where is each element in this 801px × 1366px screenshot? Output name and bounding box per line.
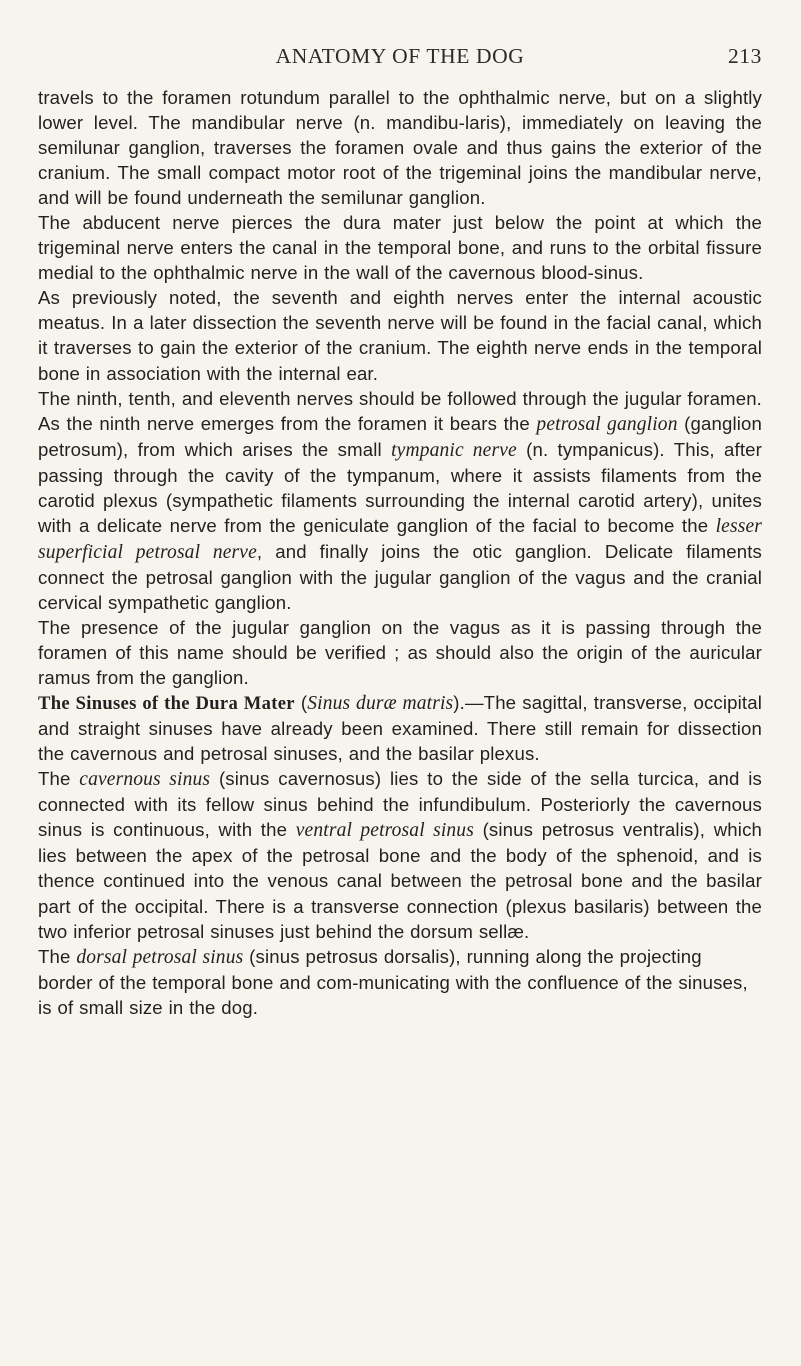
term-dorsal-petrosal-sinus: dorsal petrosal sinus [76,946,244,968]
running-head [38,44,762,78]
paragraph-cavernous-sinus [38,766,762,943]
paragraph-text: (ganglion petrosum), from which arises the small [38,412,762,460]
term-tympanic-nerve: tympanic nerve [391,439,517,461]
paragraph-text: The [38,768,80,790]
running-title: ANATOMY OF THE DOG [275,44,525,68]
paragraph-text: ).—The sagittal, transverse, occipital and straight sinuses have already been examined. There still remain for dissection the cavernous and petrosal sinuses, and the basilar plexus. [38,692,762,765]
paragraph-text: The [38,945,77,967]
paragraph-ninth-tenth-eleventh-nerves [38,386,762,615]
paragraph-text: , and finally joins the otic ganglion. Delicate filaments connect the petrosal ganglion with the jugular ganglion of the vagus and the cranial cervical sympathetic ganglion. [38,540,762,613]
term-cavernous-sinus: cavernous sinus [79,769,211,791]
paragraph-abducent-nerve [38,210,762,285]
paragraph-text: The ninth, tenth, and eleventh nerves should be followed through the jugular foramen. As the ninth nerve emerges from the foramen it bears the [38,387,762,434]
paragraph-sinuses-dura-mater [38,690,762,766]
paragraph-text: The abducent nerve pierces the dura mater just below the point at which the trigeminal nerve enters the canal in the temporal bone, and runs to the orbital fissure medial to the ophthalmic nerve in the wall of the cavernous blood-sinus. [38,212,762,284]
paragraph-mandibular-nerve [38,85,762,210]
paragraph-text: (n. tympanicus). This, after passing through the cavity of the tympanum, where it assists filaments from the carotid plexus (sympathetic filaments surrounding the internal carotid artery), unites with a delicate nerve from the geniculate ganglion of the facial to become the [38,438,762,536]
paragraph-text: (sinus petrosus ventralis), which lies between the apex of the petrosal bone and the body of the sphenoid, and is thence continued into the venous canal between the petrosal bone and the basilar part of the occipital. There is a transverse connection (plexus basilaris) between the two inferior petrosal sinuses just behind the dorsum sellæ. [38,819,763,942]
section-heading: The Sinuses of the Dura Mater [38,693,295,715]
paragraph-text: (sinus cavernosus) lies to the side of the sella turcica, and is connected with its fellow sinus behind the infundibulum. Posteriorly the cavernous sinus is continuous, with the [38,768,762,841]
paragraph-jugular-ganglion [38,615,762,690]
paragraph-text: As previously noted, the seventh and eighth nerves enter the internal acoustic meatus. In a later dissection the seventh nerve will be found in the facial canal, which it traverses to gain the exterior of the cranium. The eighth nerve ends in the temporal bone in association with the internal ear. [38,287,762,384]
paragraph-dorsal-petrosal-sinus [38,944,762,1020]
term-sinus-durae-matris: Sinus duræ matris [307,693,454,715]
paragraph-seventh-eighth-nerves [38,285,762,385]
paragraph-text: ( [294,692,308,714]
page-number: 213 [727,44,762,68]
paragraph-text: (sinus petrosus dorsalis), running along the projecting border of the temporal bone and com-municating with the confluence of the sinuses, is of small size in the dog. [38,945,748,1018]
term-ventral-petrosal-sinus: ventral petrosal sinus [295,820,474,842]
paragraph-text: travels to the foramen rotundum parallel to the ophthalmic nerve, but on a slightly lower level. The mandibular nerve (n. mandibu-laris), immediately on leaving the semilunar ganglion, traverses the foramen ovale and thus gains the exterior of the cranium. The small compact motor root of the trigeminal joins the mandibular nerve, and will be found underneath the semilunar ganglion. [38,87,762,209]
body-text [38,85,762,1020]
paragraph-text: The presence of the jugular ganglion on the vagus as it is passing through the foramen of this name should be verified ; as should also the origin of the auricular ramus from the ganglion. [38,616,762,689]
term-petrosal-ganglion: petrosal ganglion [536,413,678,435]
term-lesser-superficial-petrosal-nerve: lesser superficial petrosal nerve [38,515,762,563]
